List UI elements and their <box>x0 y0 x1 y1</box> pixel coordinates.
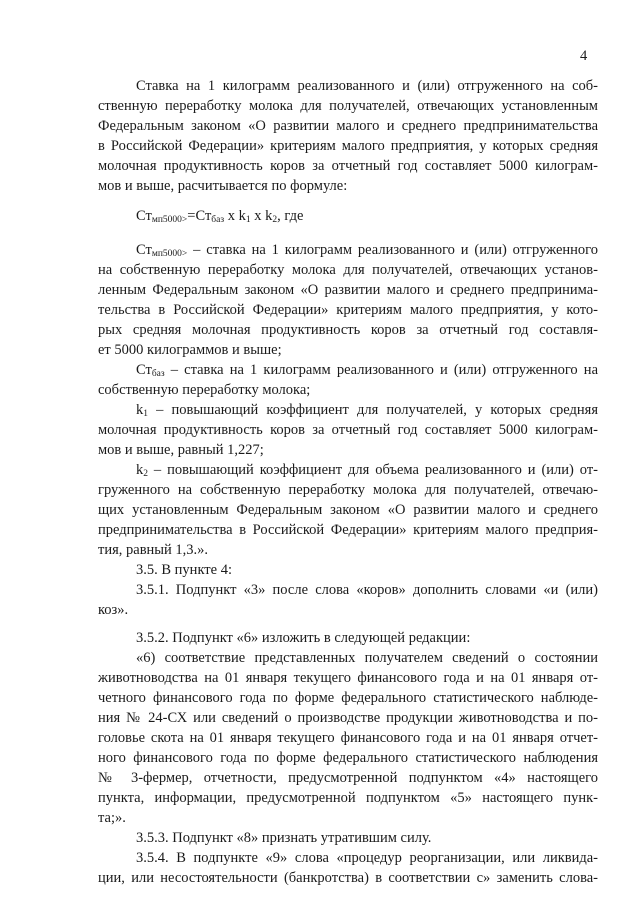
formula-line <box>98 206 598 226</box>
formula-st: Ст <box>136 208 152 224</box>
paragraph-line: 3.5.2. Подпункт «6» изложить в следующей редакции: <box>136 630 471 646</box>
paragraph-line: молочная продуктивность коров за отчетный год составляет 5000 килограм- <box>98 158 598 174</box>
paragraph-line: 3.5.4. В подпункте «9» слова «процедур реорганизации, или ликвида- <box>136 850 598 866</box>
paragraph-line: № 3-фермер, отчетности, предусмотренной подпунктом «4» настоящего <box>98 770 598 786</box>
paragraph-line: 3.5.1. Подпункт «3» после слова «коров» дополнить словами «и (или) <box>136 582 598 598</box>
paragraph-line: животноводства на 01 января текущего финансового года и на 01 января от- <box>98 670 598 686</box>
def-k1-sub: 1 <box>143 409 148 419</box>
paragraph-line: ции, или несостоятельности (банкротства) в соответствии с» заменить слова- <box>98 870 598 886</box>
paragraph-line: 3.5.3. Подпункт «8» признать утратившим силу. <box>136 830 432 846</box>
def-st-label: Ст <box>136 242 152 258</box>
def-k1-text: – повышающий коэффициент для получателей, у которых средняя <box>148 402 598 418</box>
def-baz-label: Ст <box>136 362 152 378</box>
def-k1-label: k <box>136 402 144 418</box>
paragraph-line: груженного на собственную переработку молока для получателей, отвечаю- <box>98 482 598 498</box>
paragraph-line: мов и выше, равный 1,227; <box>98 442 264 458</box>
definition-k2 <box>98 460 598 480</box>
paragraph-line: ния № 24-СХ или сведений о производстве продукции животноводства и по- <box>98 710 598 726</box>
definition-st-baz <box>98 360 598 380</box>
paragraph-line: собственную переработку молока; <box>98 382 311 398</box>
paragraph-line: щих установленным Федеральным законом «О развитии малого и среднего <box>98 502 598 518</box>
paragraph-line: мов и выше, расчитывается по формуле: <box>98 178 348 194</box>
def-st-sub: мп5000> <box>151 249 188 259</box>
formula-sub-2: 2 <box>272 215 278 225</box>
def-st-text: – ставка на 1 килограмм реализованного и (или) отгруженного <box>187 242 598 258</box>
paragraph-line: та;». <box>98 810 126 826</box>
formula-tail: , где <box>277 208 304 224</box>
paragraph-line: тельства в Российской Федерации» критериям малого предприятия, у кото- <box>98 302 598 318</box>
paragraph-line: 3.5. В пункте 4: <box>136 562 232 578</box>
paragraph-line: Федеральным законом «О развитии малого и среднего предпринимательства <box>98 118 598 134</box>
paragraph-line: тия, равный 1,3.». <box>98 542 209 558</box>
paragraph-line: пункта, информации, предусмотренной подпунктом «5» настоящего пунк- <box>98 790 598 806</box>
formula-eq: =Ст <box>187 208 212 224</box>
definition-k1 <box>98 400 598 420</box>
formula-sub-baz: баз <box>211 215 225 225</box>
def-baz-text: – ставка на 1 килограмм реализованного и (или) отгруженного на <box>164 362 598 378</box>
paragraph-line: предпринимательства в Российской Федерации» критериям малого предприя- <box>98 522 598 538</box>
formula-sub-1: 1 <box>245 215 251 225</box>
paragraph-line: ленным Федеральным законом «О развитии малого и среднего предпринима- <box>98 282 598 298</box>
paragraph-line: четного финансового года по форме федерального статистического наблюде- <box>98 690 598 706</box>
paragraph-line: ного финансового года по форме федерального статистического наблюдения <box>98 750 598 766</box>
def-baz-sub: баз <box>151 369 165 379</box>
paragraph-line: Ставка на 1 килограмм реализованного и (или) отгруженного на соб- <box>136 78 598 94</box>
def-k2-label: k <box>136 462 144 478</box>
paragraph-line: молочная продуктивность коров за отчетный год составляет 5000 килограм- <box>98 422 598 438</box>
paragraph-line: на собственную переработку молока для получателей, отвечающих установ- <box>98 262 598 278</box>
paragraph-line: коз». <box>98 602 129 618</box>
paragraph-line: ственную переработку молока для получателей, отвечающих установленным <box>98 98 598 114</box>
formula-k1: x k <box>224 208 246 224</box>
page-number: 4 <box>580 48 588 64</box>
definition-st-mp5000 <box>98 240 598 260</box>
def-k2-sub: 2 <box>143 469 148 479</box>
paragraph-line: «6) соответствие представленных получателем сведений о состоянии <box>136 650 598 666</box>
paragraph-line: в Российской Федерации» критериям малого предприятия, у которых средняя <box>98 138 598 154</box>
formula-sub-mp: мп5000> <box>151 215 188 225</box>
paragraph-line: головье скота на 01 января текущего финансового года и на 01 января отчет- <box>98 730 598 746</box>
formula-k2: x k <box>250 208 273 224</box>
paragraph-line: ет 5000 килограммов и выше; <box>98 342 282 358</box>
def-k2-text: – повышающий коэффициент для объема реализованного и (или) от- <box>148 462 598 478</box>
paragraph-line: рых средняя молочная продуктивность коров за отчетный год составля- <box>98 322 598 338</box>
